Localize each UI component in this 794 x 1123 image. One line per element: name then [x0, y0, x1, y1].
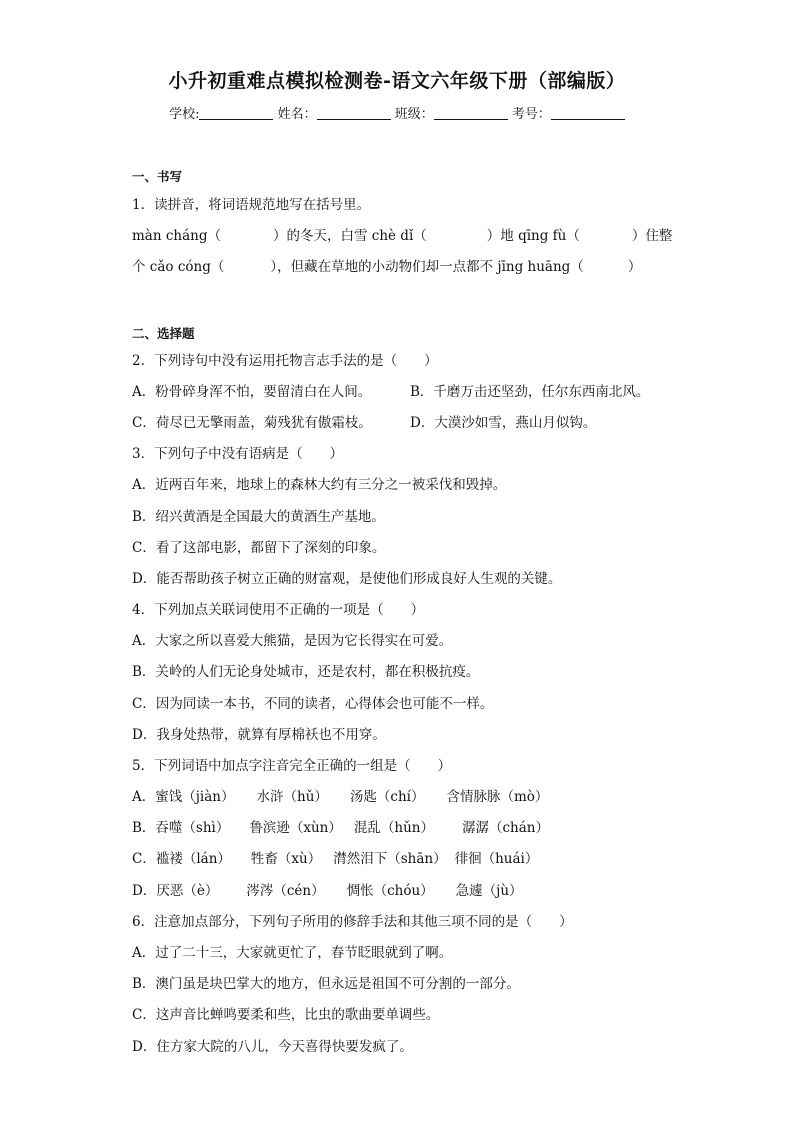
- class-label: 班级：: [394, 107, 434, 122]
- q2-option-a[interactable]: A．粉骨碎身浑不怕，要留清白在人间。: [132, 384, 372, 400]
- exam-no-label: 考号：: [511, 107, 551, 122]
- q5-a-w3: 汤匙（chí）: [349, 789, 425, 805]
- q5-option-a[interactable]: [132, 785, 548, 805]
- q5-b-w3: 混乱（hǔn）: [353, 820, 434, 836]
- q1-stem: 1．读拼音，将词语规范地写在括号里。: [132, 197, 371, 213]
- q5-d-w4: 急遽（jù）: [455, 883, 523, 899]
- q2-option-d[interactable]: D．大漠沙如雪，燕山月似钩。: [410, 415, 597, 431]
- q5-a-w2: 水浒（hǔ）: [256, 789, 328, 805]
- q6-stem: 6．注意加点部分，下列句子所用的修辞手法和其他三项不同的是（ ）: [132, 914, 573, 930]
- q3-option-c[interactable]: C．看了这部电影，都留下了深刻的印象。: [132, 540, 386, 556]
- q5-a-w1: A．蜜饯（jiàn）: [132, 789, 235, 805]
- page-title: 小升初重难点模拟检测卷-语文六年级下册（部编版）: [168, 70, 626, 92]
- q2-option-c[interactable]: C．荷尽已无擎雨盖，菊残犹有傲霜枝。: [132, 415, 372, 431]
- student-info-line: [0, 103, 794, 122]
- q5-option-c[interactable]: [132, 847, 538, 867]
- q2-stem: 2．下列诗句中没有运用托物言志手法的是（ ）: [132, 353, 438, 369]
- q5-option-b[interactable]: [132, 816, 549, 836]
- q5-b-w2: 鲁滨逊（xùn）: [249, 820, 342, 836]
- exam-no-blank[interactable]: [551, 106, 625, 120]
- q1-line-1: [132, 224, 672, 244]
- q5-c-w3: 潸然泪下（shān）: [333, 851, 447, 867]
- q5-d-w3: 惆怅（chóu）: [346, 883, 434, 899]
- q5-stem: 5．下列词语中加点字注音完全正确的一组是（ ）: [132, 758, 452, 774]
- q6-option-d[interactable]: D．住方家大院的八儿，今天喜得快要发疯了。: [132, 1039, 413, 1055]
- school-blank[interactable]: [199, 106, 273, 120]
- q4-option-b[interactable]: B．关岭的人们无论身处城市，还是农村，都在积极抗疫。: [132, 664, 480, 680]
- q2-option-b[interactable]: B．千磨万击还坚劲，任尔东西南北风。: [410, 384, 650, 400]
- q4-option-a[interactable]: A．大家之所以喜爱大熊猫，是因为它长得实在可爱。: [132, 633, 453, 649]
- q6-option-b[interactable]: B．澳门虽是块巴掌大的地方，但永远是祖国不可分割的一部分。: [132, 976, 520, 992]
- q5-a-w4: 含情脉脉（mò）: [446, 789, 549, 805]
- q1-line-2: [132, 255, 641, 275]
- q1-l2-part3: ）: [627, 259, 642, 275]
- school-label: 学校:: [169, 107, 200, 122]
- q4-option-c[interactable]: C．因为同读一本书，不同的读者，心得体会也可能不一样。: [132, 696, 494, 712]
- q1-l2-part2: ），但藏在草地的小动物们却一点都不 jīng huāng（: [270, 259, 584, 275]
- q3-option-a[interactable]: A．近两百年来，地球上的森林大约有三分之一被采伐和毁掉。: [132, 477, 507, 493]
- section-choice-heading: 二、选择题: [132, 326, 195, 341]
- q1-l1-part4: ）住整: [631, 228, 673, 244]
- q5-d-w1: D．厌恶（è）: [132, 883, 219, 899]
- q1-l2-part1: 个 cǎo cóng（: [132, 259, 225, 275]
- q5-c-w4: 徘徊（huái）: [454, 851, 539, 867]
- q5-d-w2: 涔涔（cén）: [246, 883, 325, 899]
- name-label: 姓名：: [277, 107, 317, 122]
- q6-option-c[interactable]: C．这声音比蝉鸣要柔和些，比虫的歌曲要单调些。: [132, 1007, 440, 1023]
- class-blank[interactable]: [434, 106, 508, 120]
- q6-option-a[interactable]: A．过了二十三，大家就更忙了，春节眨眼就到了啊。: [132, 945, 453, 961]
- q3-option-b[interactable]: B．绍兴黄酒是全国最大的黄酒生产基地。: [132, 509, 385, 525]
- q5-b-w4: 潺潺（chán）: [461, 820, 549, 836]
- q4-option-d[interactable]: D．我身处热带，就算有厚棉袄也不用穿。: [132, 727, 386, 743]
- q3-option-d[interactable]: D．能否帮助孩子树立正确的财富观，是使他们形成良好人生观的关键。: [132, 571, 562, 587]
- q5-c-w1: C．褴褛（lán）: [132, 851, 231, 867]
- section-writing-heading: 一、书写: [132, 169, 183, 184]
- q5-b-w1: B．吞噬（shì）: [132, 820, 230, 836]
- q5-option-d[interactable]: [132, 879, 523, 899]
- q5-c-w2: 牲畜（xù）: [250, 851, 322, 867]
- q4-stem: 4．下列加点关联词使用不正确的一项是（ ）: [132, 602, 425, 618]
- q3-stem: 3．下列句子中没有语病是（ ）: [132, 446, 344, 462]
- name-blank[interactable]: [317, 106, 391, 120]
- q1-l1-part1: màn cháng（: [132, 228, 221, 244]
- q1-l1-part3: ）地 qīng fù（: [486, 228, 580, 244]
- q1-l1-part2: ）的冬天，白雪 chè dǐ（: [272, 228, 427, 244]
